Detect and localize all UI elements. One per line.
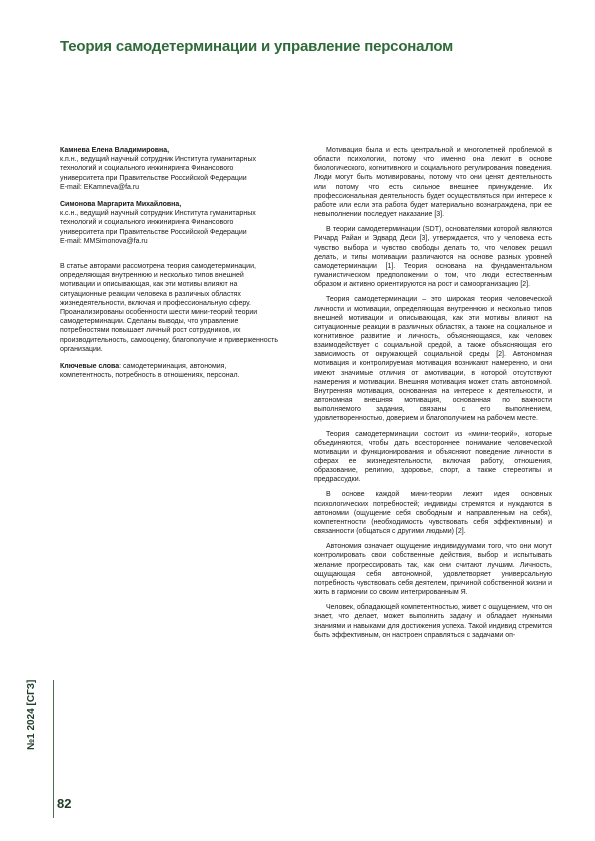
page-number: 82 [57, 796, 72, 811]
keywords-label: Ключевые слова [60, 363, 120, 371]
author-affiliation-line: университета при Правительстве Российской Федерации [60, 228, 247, 236]
author-block [60, 146, 278, 192]
author-block [60, 200, 278, 246]
keywords-text: : самодетерминация, автономия, компетентность, потребность в отношениях, персонал. [60, 363, 240, 380]
body-paragraph: Человек, обладающей компетентностью, живет с ощущением, что он знает, что делает, может выполнить задачу и обладает нужными знаниями и навыками для достижения успеха. Такой индивид стремится быть эффективным, он настроен справляться с задачами оп- [314, 604, 552, 639]
body-column [314, 146, 552, 646]
author-email: E-mail: MMSimonova@fa.ru [60, 237, 148, 245]
author-email: E-mail: EKamneva@fa.ru [60, 183, 140, 191]
body-paragraph: Мотивация была и есть центральной и многолетней проблемой в области психологии, потому что именно она лежит в основе биологического, когнитивного и социального регулирования поведения. Люди могут быть мотивированы, потому что они ценят деятельность или потому что есть сильное внешнее принуждение. Их профессиональная деятельность будет осуществляться при интересе к работе или если эта работа будет материально вознаграждена, при ее невыполнении последует наказание [3]. [314, 147, 552, 219]
author-affiliation-line: технологий и социального инжиниринга Финансового [60, 219, 234, 227]
author-affiliation-line: технологий и социального инжиниринга Финансового [60, 165, 234, 173]
body-paragraph: Теория самодетерминации состоит из «мини-теорий», которые объединяются, чтобы дать всестороннее понимание человеческой мотивации и функционирования и объясняют поведение личности в сферах ее жизнедеятельности, включая работу, отношения, образование, религию, здоровье, спорт, а также стереотипы и предрассудки. [314, 430, 552, 484]
abstract: В статье авторами рассмотрена теория самодетерминации, определяющая внутреннюю и несколько типов внешней мотивации и описывающая, как эти мотивы влияют на ситуационные реакции человека в различных областях жизнедеятельности, включая и профессиональную сферу. Проанализированы особенности шести мини-теорий теории самодетерминации. Сделаны выводы, что управление потребностями повышает личный рост сотрудников, их производительность, самооценку, благополучие и приверженность организации. [60, 263, 279, 353]
body-paragraph: Теория самодетерминации – это широкая теория человеческой личности и мотивации, определяющая внутреннюю и несколько типов внешней мотивации и описывающая, как эти мотивы влияют на ситуационные реакции в различных областях, а также на социальное и когнитивное развитие и личность, объясняющаяся, как человек взаимодействует с социальной средой, а также объясняющая его зависимость от окружающей социальной среды [2]. Автономная мотивация и контролируемая мотивация возникают намеренно, и они имеют значимые отличия от амотивации, в которой отсутствуют намерения и мотивации. Внешняя мотивация может стать автономной. Внутренняя мотивация, основанная на интересе к деятельности, и автономная внешняя мотивация, основанная по важности выполняемого задания, связаны с его выполнением, удовлетворенностью, доверием и благополучием на рабочем месте. [314, 296, 552, 423]
keywords [60, 362, 278, 380]
body-paragraph: В теории самодетерминации (SDT), основателями которой являются Ричард Райан и Эдвард Деси [3], утверждается, что у человека есть чувство выбора и чувство свободы делать то, что человек решил делать, и типы мотивации различаются на основе разных уровней самодетерминации [1]. Теория основана на фундаментальном гуманистическом предположении о том, что люди естественным образом и активно ориентируются на рост и самоорганизацию [2]. [314, 226, 552, 289]
article-title: Теория самодетерминации и управление персоналом [60, 38, 454, 55]
author-name: Камнева Елена Владимировна, [60, 147, 170, 154]
margin-rule [53, 680, 54, 818]
author-affiliation-line: к.п.н., ведущий научный сотрудник Института гуманитарных [60, 156, 257, 164]
journal-issue-label: №1 2024 [СГЗ] [26, 679, 37, 750]
left-column [60, 146, 278, 380]
author-affiliation-line: университета при Правительстве Российской Федерации [60, 174, 247, 182]
body-paragraph: В основе каждой мини-теории лежит идея основных психологических потребностей; индивиды стремятся и нуждаются в автономии (ощущение себя свободным и направленным на себя), компетентности (необходимость чувствовать себя эффективным) и связанности (общаться с другими людьми) [2]. [314, 491, 552, 536]
body-paragraph: Автономия означает ощущение индивидуумами того, что они могут контролировать свои собственные действия, выбор и испытывать желание прогрессировать так, как они считают лучшим. Личность, ощущающая себя автономной, удовлетворяет универсальную потребность чувствовать себя деятелем, причиной собственной жизни и жить в гармонии со своим интегрированным Я. [314, 543, 552, 597]
author-name: Симонова Маргарита Михайловна, [60, 201, 182, 209]
author-affiliation-line: к.с.н., ведущий научный сотрудник Института гуманитарных [60, 210, 256, 218]
